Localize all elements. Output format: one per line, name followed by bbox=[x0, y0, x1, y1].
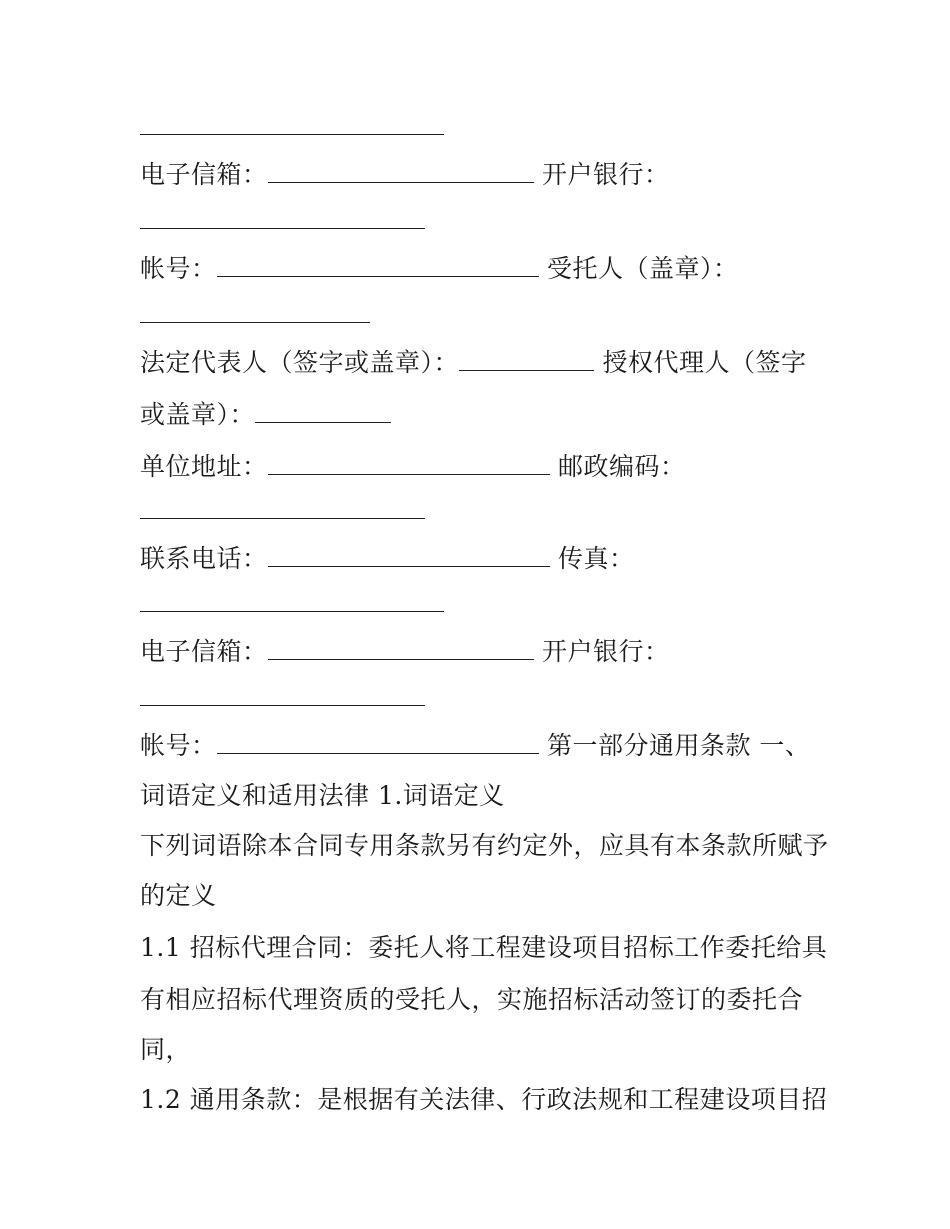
section-heading: 词语定义和适用法律 1.词语定义 bbox=[140, 781, 505, 810]
fill-in-blank-line[interactable] bbox=[140, 134, 444, 135]
form-row-account bbox=[140, 252, 738, 285]
email-label-2: 电子信箱： bbox=[140, 637, 268, 666]
form-row-phone bbox=[140, 542, 634, 575]
account-field[interactable] bbox=[217, 252, 539, 277]
form-row-email bbox=[140, 158, 669, 191]
bank-field-2[interactable] bbox=[140, 705, 425, 706]
clause-1-2-line-1: 1.2 通用条款：是根据有关法律、行政法规和工程建设项目招 bbox=[140, 1085, 828, 1114]
part-heading: 第一部分通用条款 一、 bbox=[546, 731, 811, 760]
address-field[interactable] bbox=[268, 450, 550, 475]
email-field-2[interactable] bbox=[268, 635, 534, 660]
fax-field[interactable] bbox=[140, 611, 444, 612]
client-seal-label: 受托人（盖章）： bbox=[546, 254, 739, 283]
fax-label: 传真： bbox=[557, 544, 635, 573]
phone-label: 联系电话： bbox=[140, 544, 268, 573]
clause-1-1-line-3: 同， bbox=[140, 1035, 192, 1064]
account-field-2[interactable] bbox=[217, 729, 539, 754]
email-field[interactable] bbox=[268, 158, 534, 183]
client-seal-field[interactable] bbox=[140, 322, 370, 323]
form-row-legal-rep bbox=[140, 346, 806, 379]
account-label: 帐号： bbox=[140, 254, 217, 283]
phone-field[interactable] bbox=[268, 542, 550, 567]
bank-label: 开户银行： bbox=[541, 160, 670, 189]
intro-line-1: 下列词语除本合同专用条款另有约定外，应具有本条款所赋予 bbox=[140, 831, 829, 860]
form-row-agent bbox=[140, 398, 391, 431]
account-label-2: 帐号： bbox=[140, 731, 217, 760]
email-label: 电子信箱： bbox=[140, 160, 268, 189]
clause-1-1-line-1: 1.1 招标代理合同：委托人将工程建设项目招标工作委托给具 bbox=[140, 933, 828, 962]
form-row-email-2 bbox=[140, 635, 669, 668]
bank-label-2: 开户银行： bbox=[541, 637, 670, 666]
postcode-label: 邮政编码： bbox=[557, 452, 686, 481]
agent-label-part1: 授权代理人（签字 bbox=[602, 348, 807, 377]
clause-1-1-line-2: 有相应招标代理资质的受托人，实施招标活动签订的委托合 bbox=[140, 985, 804, 1014]
legal-rep-label: 法定代表人（签字或盖章）： bbox=[140, 348, 460, 377]
address-label: 单位地址： bbox=[140, 452, 268, 481]
form-row-account-2 bbox=[140, 729, 810, 762]
form-row-address bbox=[140, 450, 685, 483]
intro-line-2: 的定义 bbox=[140, 881, 217, 910]
legal-rep-signature-field[interactable] bbox=[459, 346, 594, 371]
postcode-field[interactable] bbox=[140, 518, 425, 519]
bank-field[interactable] bbox=[140, 228, 425, 229]
agent-label-part2: 或盖章）： bbox=[140, 400, 256, 429]
agent-signature-field[interactable] bbox=[255, 398, 391, 423]
